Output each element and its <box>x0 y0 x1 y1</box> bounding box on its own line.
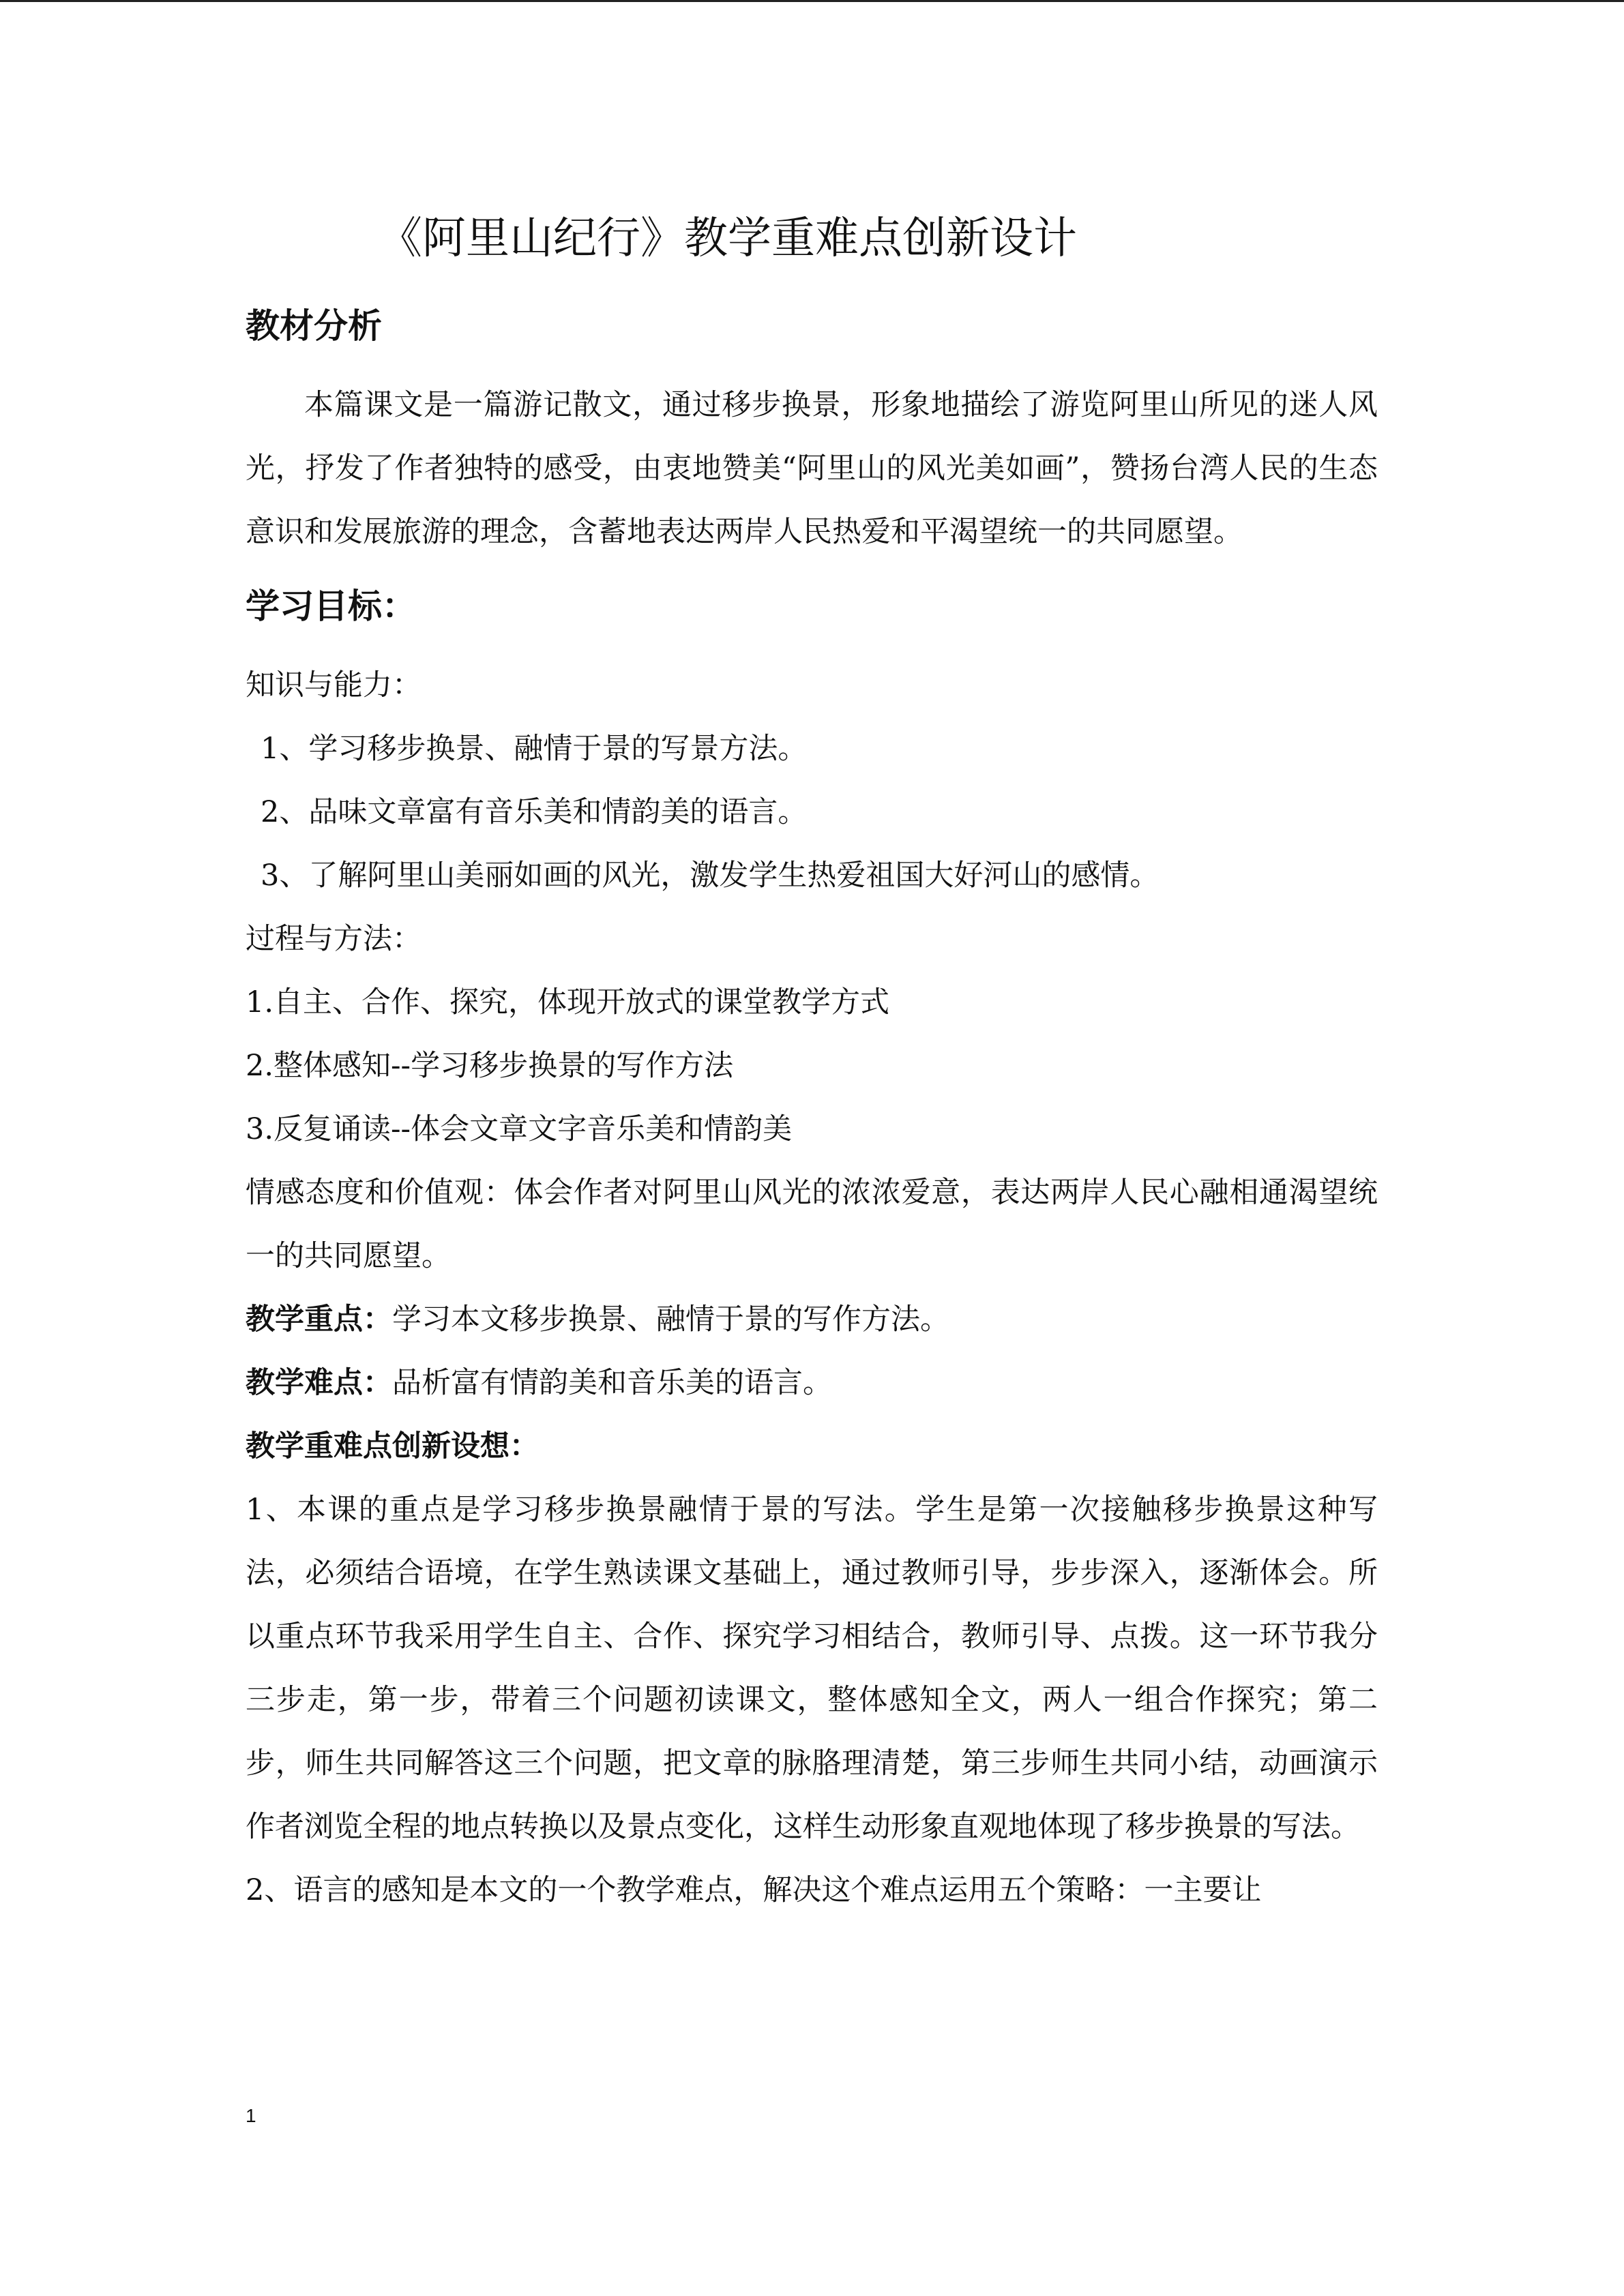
innovation-paragraph-2: 2、语言的感知是本文的一个教学难点，解决这个难点运用五个策略：一主要让 <box>246 1873 1262 1907</box>
difficulty-text: 品析富有情韵美和音乐美的语言。 <box>392 1366 832 1400</box>
document-page <box>246 205 1378 1922</box>
section-innovation <box>246 1415 1378 1922</box>
process-label: 过程与方法： <box>246 922 422 956</box>
knowledge-label: 知识与能力： <box>246 668 422 702</box>
key-point-label: 教学重点： <box>246 1302 392 1337</box>
emotion-paragraph: 情感态度和价值观：体会作者对阿里山风光的浓浓爱意，表达两岸人民心融相通渴望统一的共同愿望。 <box>246 1176 1378 1273</box>
process-item-3: 3.反复诵读--体会文章文字音乐美和情韵美 <box>246 1112 793 1146</box>
knowledge-item-3: 3、了解阿里山美丽如画的风光，激发学生热爱祖国大好河山的感情。 <box>261 859 1160 893</box>
knowledge-item-1: 1、学习移步换景、融情于景的写景方法。 <box>261 732 808 766</box>
document-title: 《阿里山纪行》教学重难点创新设计 <box>379 213 1077 264</box>
process-item-2: 2.整体感知--学习移步换景的写作方法 <box>246 1049 734 1083</box>
page-top-border <box>0 0 1624 2</box>
knowledge-item-2: 2、品味文章富有音乐美和情韵美的语言。 <box>261 795 808 829</box>
goals-heading: 学习目标： <box>246 586 416 626</box>
section-analysis <box>246 299 1378 564</box>
innovation-paragraph-1: 1、本课的重点是学习移步换景融情于景的写法。学生是第一次接触移步换景这种写法，必须结合语境，在学生熟读课文基础上，通过教师引导，步步深入，逐渐体会。所以重点环节我采用学生自主、合作、探究学习相结合，教师引导、点拨。这一环节我分三步走，第一步，带着三个问题初读课文，整体感知全文，两人一组合作探究；第二步，师生共同解答这三个问题，把文章的脉胳理清楚，第三步师生共同小结，动画演示作者浏览全程的地点转换以及景点变化，这样生动形象直观地体现了移步换景的写法。 <box>246 1493 1378 1844</box>
analysis-paragraph: 本篇课文是一篇游记散文，通过移步换景，形象地描绘了游览阿里山所见的迷人风光，抒发了作者独特的感受，由衷地赞美“阿里山的风光美如画”，赞扬台湾人民的生态意识和发展旅游的理念，含蓄地表达两岸人民热爱和平渴望统一的共同愿望。 <box>246 388 1378 549</box>
key-point-text: 学习本文移步换景、融情于景的写作方法。 <box>392 1302 949 1337</box>
analysis-heading: 教材分析 <box>246 306 382 346</box>
process-item-1: 1.自主、合作、探究，体现开放式的课堂教学方式 <box>246 985 890 1019</box>
page-number: 1 <box>246 2105 256 2126</box>
key-point-line <box>246 1288 1378 1352</box>
difficulty-line <box>246 1352 1378 1415</box>
section-goals <box>246 579 1378 1415</box>
innovation-heading: 教学重难点创新设想： <box>246 1429 539 1463</box>
difficulty-label: 教学难点： <box>246 1366 392 1400</box>
